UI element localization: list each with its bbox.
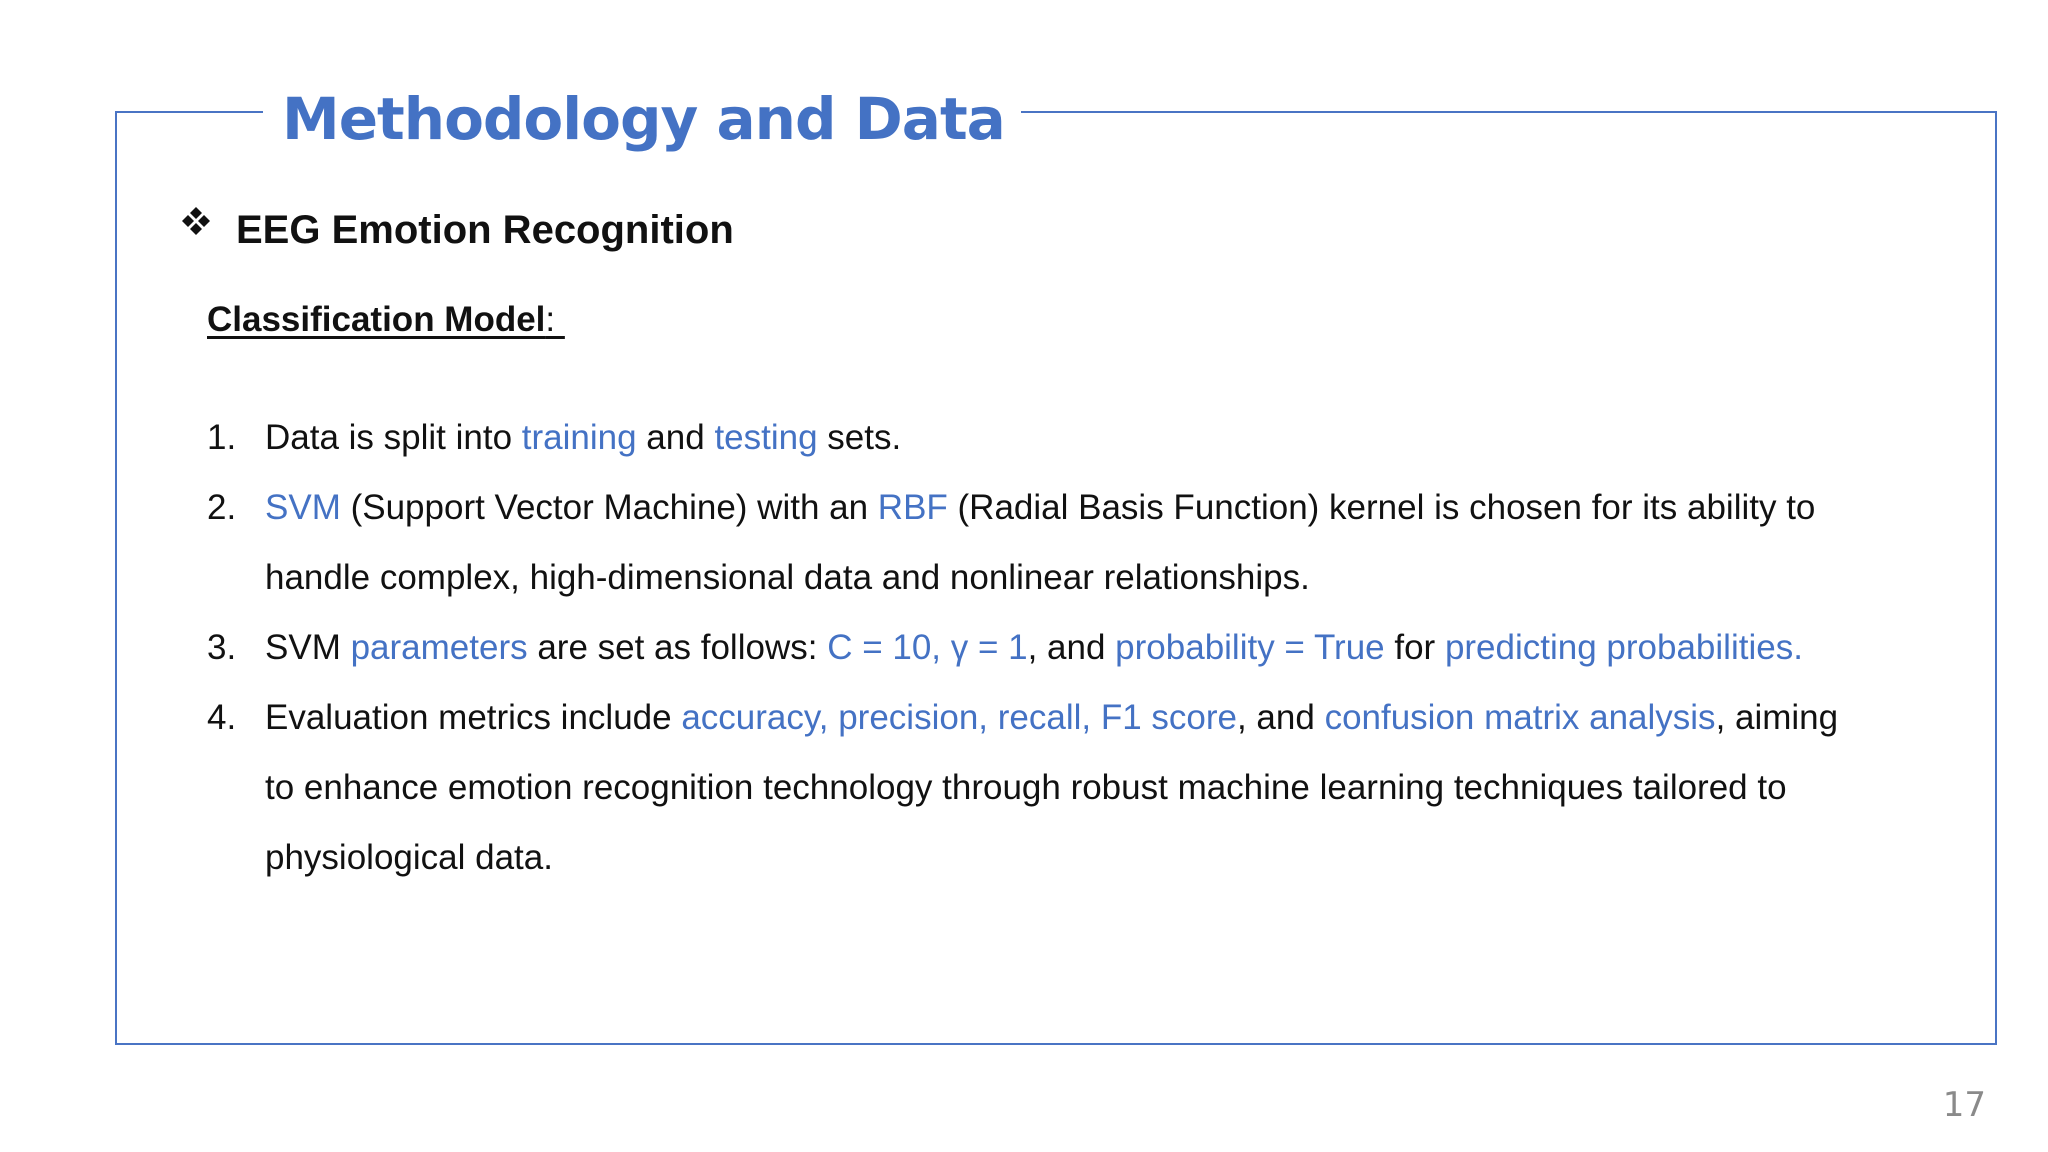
highlighted-term: confusion matrix analysis xyxy=(1324,698,1716,737)
steps-list xyxy=(207,403,1847,893)
list-item xyxy=(207,473,1847,613)
step-text xyxy=(265,418,901,457)
text-run: Evaluation metrics include xyxy=(265,698,682,737)
list-item xyxy=(207,613,1847,683)
step-number: 3. xyxy=(207,628,237,667)
step-number: 4. xyxy=(207,698,237,737)
highlighted-term: C = 10, γ = 1 xyxy=(827,628,1028,667)
step-text xyxy=(265,628,1803,667)
four-diamonds-icon xyxy=(178,203,214,239)
subheading-suffix: : xyxy=(545,300,565,339)
text-run: SVM xyxy=(265,628,351,667)
highlighted-term: SVM xyxy=(265,488,341,527)
text-run: (Support Vector Machine) with an xyxy=(340,488,878,527)
highlighted-term: testing xyxy=(714,418,818,457)
step-number: 2. xyxy=(207,488,237,527)
text-run: are set as follows: xyxy=(527,628,828,667)
text-run: , aiming to enhance emotion recognition technology through robust machine learning techniques tailored to physiological data. xyxy=(265,698,1839,877)
highlighted-term: accuracy, precision, recall, F1 score xyxy=(681,698,1237,737)
text-run: sets. xyxy=(817,418,902,457)
section-heading: EEG Emotion Recognition xyxy=(236,208,734,252)
step-number: 1. xyxy=(207,418,237,457)
highlighted-term: parameters xyxy=(350,628,528,667)
highlighted-term: predicting probabilities. xyxy=(1444,628,1803,667)
text-run: and xyxy=(636,418,715,457)
highlighted-term: RBF xyxy=(877,488,948,527)
highlighted-term: probability = True xyxy=(1115,628,1385,667)
slide-title: Methodology and Data xyxy=(282,85,1005,153)
highlighted-term: training xyxy=(521,418,637,457)
list-item xyxy=(207,403,1847,473)
text-run: , and xyxy=(1236,698,1325,737)
text-run: , and xyxy=(1027,628,1116,667)
text-run: for xyxy=(1384,628,1445,667)
step-text xyxy=(265,488,1815,597)
step-text xyxy=(265,698,1838,877)
page-number: 17 xyxy=(1942,1085,1986,1125)
text-run: Data is split into xyxy=(265,418,522,457)
subheading-label: Classification Model xyxy=(207,300,546,339)
text-run: (Radial Basis Function) kernel is chosen for its ability to handle complex, high-dimensional data and nonlinear relationships. xyxy=(265,488,1816,597)
list-item xyxy=(207,683,1847,893)
subheading xyxy=(207,296,565,344)
